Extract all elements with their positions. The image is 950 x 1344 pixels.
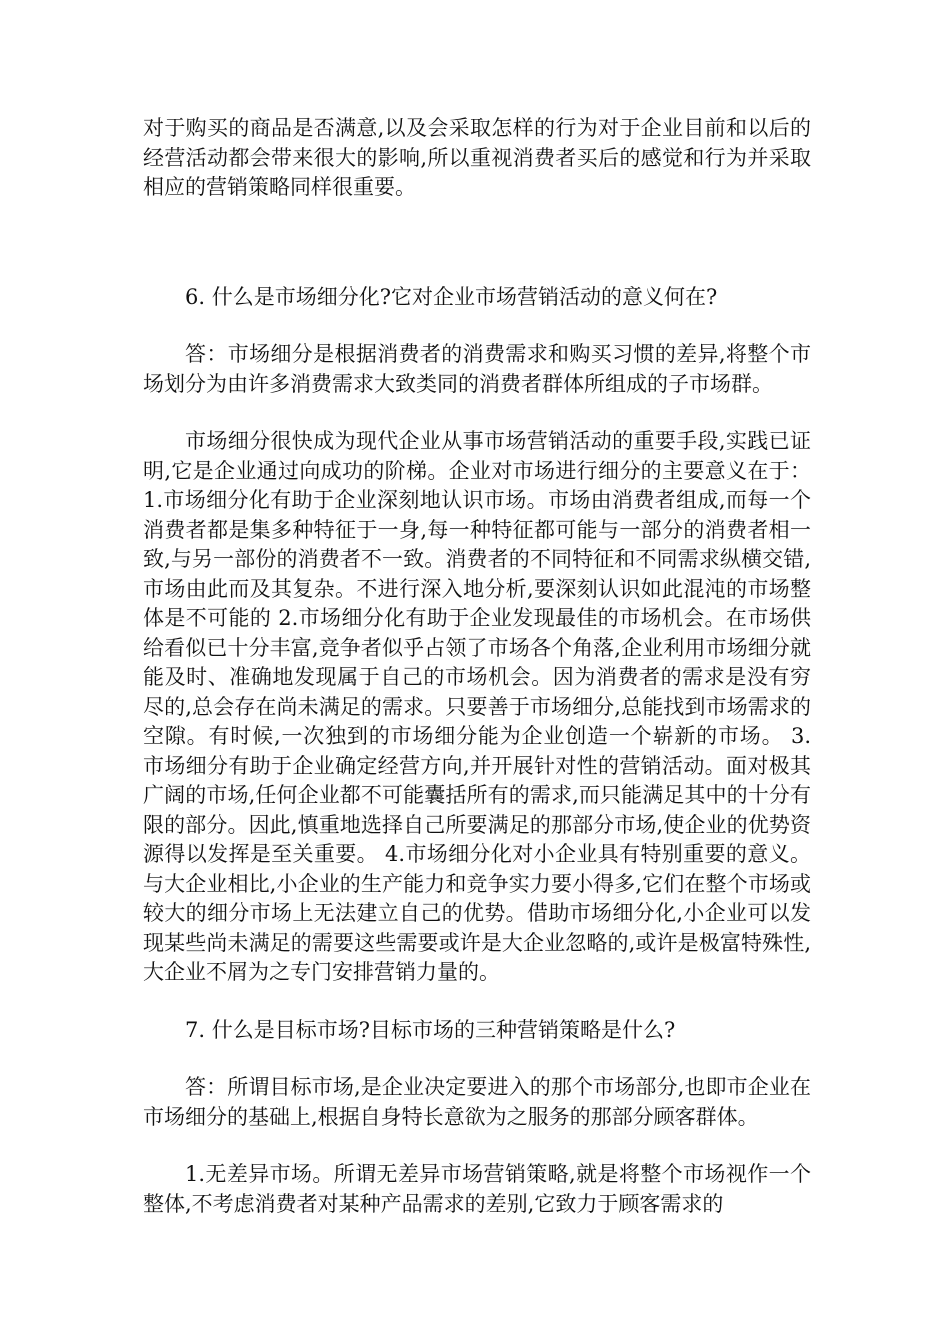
answer-6-significance: 市场细分很快成为现代企业从事市场营销活动的重要手段,实践已证明,它是企业通过向成功的阶梯。企业对市场进行细分的主要意义在于：1.市场细分化有助于企业深刻地认识市场。市场由消费者组成,而每一个消费者都是集多种特征于一身,每一种特征都可能与一部分的消费者相一致,与另一部份的消费者不一致。消费者的不同特征和不同需求纵横交错,市场由此而及其复杂。不进行深入地分析,要深刻认识如此混沌的市场整体是不可能的 2.市场细分化有助于企业发现最佳的市场机会。在市场供给看似已十分丰富,竞争者似乎占领了市场各个角落,企业利用市场细分就能及时、准确地发现属于自己的市场机会。因为消费者的需求是没有穷尽的,总会存在尚未满足的需求。只要善于市场细分,总能找到市场需求的空隙。有时候,一次独到的市场细分能为企业创造一个崭新的市场。 3. 市场细分有助于企业确定经营方向,并开展针对性的营销活动。面对极其广阔的市场,任何企业都不可能囊括所有的需求,而只能满足其中的十分有限的部分。因此,慎重地选择自己所要满足的那部分市场,使企业的优势资源得以发挥是至关重要。 4.市场细分化对小企业具有特别重要的意义。与大企业相比,小企业的生产能力和竞争实力要小得多,它们在整个市场或较大的细分市场上无法建立自己的优势。借助市场细分化,小企业可以发现某些尚未满足的需要这些需要或许是大企业忽略的,或许是极富特殊性,大企业不屑为之专门安排营销力量的。 [143, 429, 811, 984]
answer-6-definition: 答：市场细分是根据消费者的消费需求和购买习惯的差异,将整个市场划分为由许多消费需求大致类同的消费者群体所组成的子市场群。 [143, 342, 811, 396]
question-6-heading: 6. 什么是市场细分化?它对企业市场营销活动的意义何在? [185, 284, 718, 309]
question-7-heading: 7. 什么是目标市场?目标市场的三种营销策略是什么? [185, 1017, 676, 1042]
answer-7-undifferentiated-market: 1.无差异市场。所谓无差异市场营销策略,就是将整个市场视作一个整体,不考虑消费者对某种产品需求的差别,它致力于顾客需求的 [143, 1162, 811, 1216]
answer-7-definition: 答：所谓目标市场,是企业决定要进入的那个市场部分,也即市企业在市场细分的基础上,根据自身特长意欲为之服务的那部分顾客群体。 [143, 1075, 811, 1129]
document-body [143, 114, 811, 1219]
paragraph-consumer-satisfaction: 对于购买的商品是否满意,以及会采取怎样的行为对于企业目前和以后的经营活动都会带来很大的影响,所以重视消费者买后的感觉和行为并采取相应的营销策略同样很重要。 [143, 116, 811, 199]
